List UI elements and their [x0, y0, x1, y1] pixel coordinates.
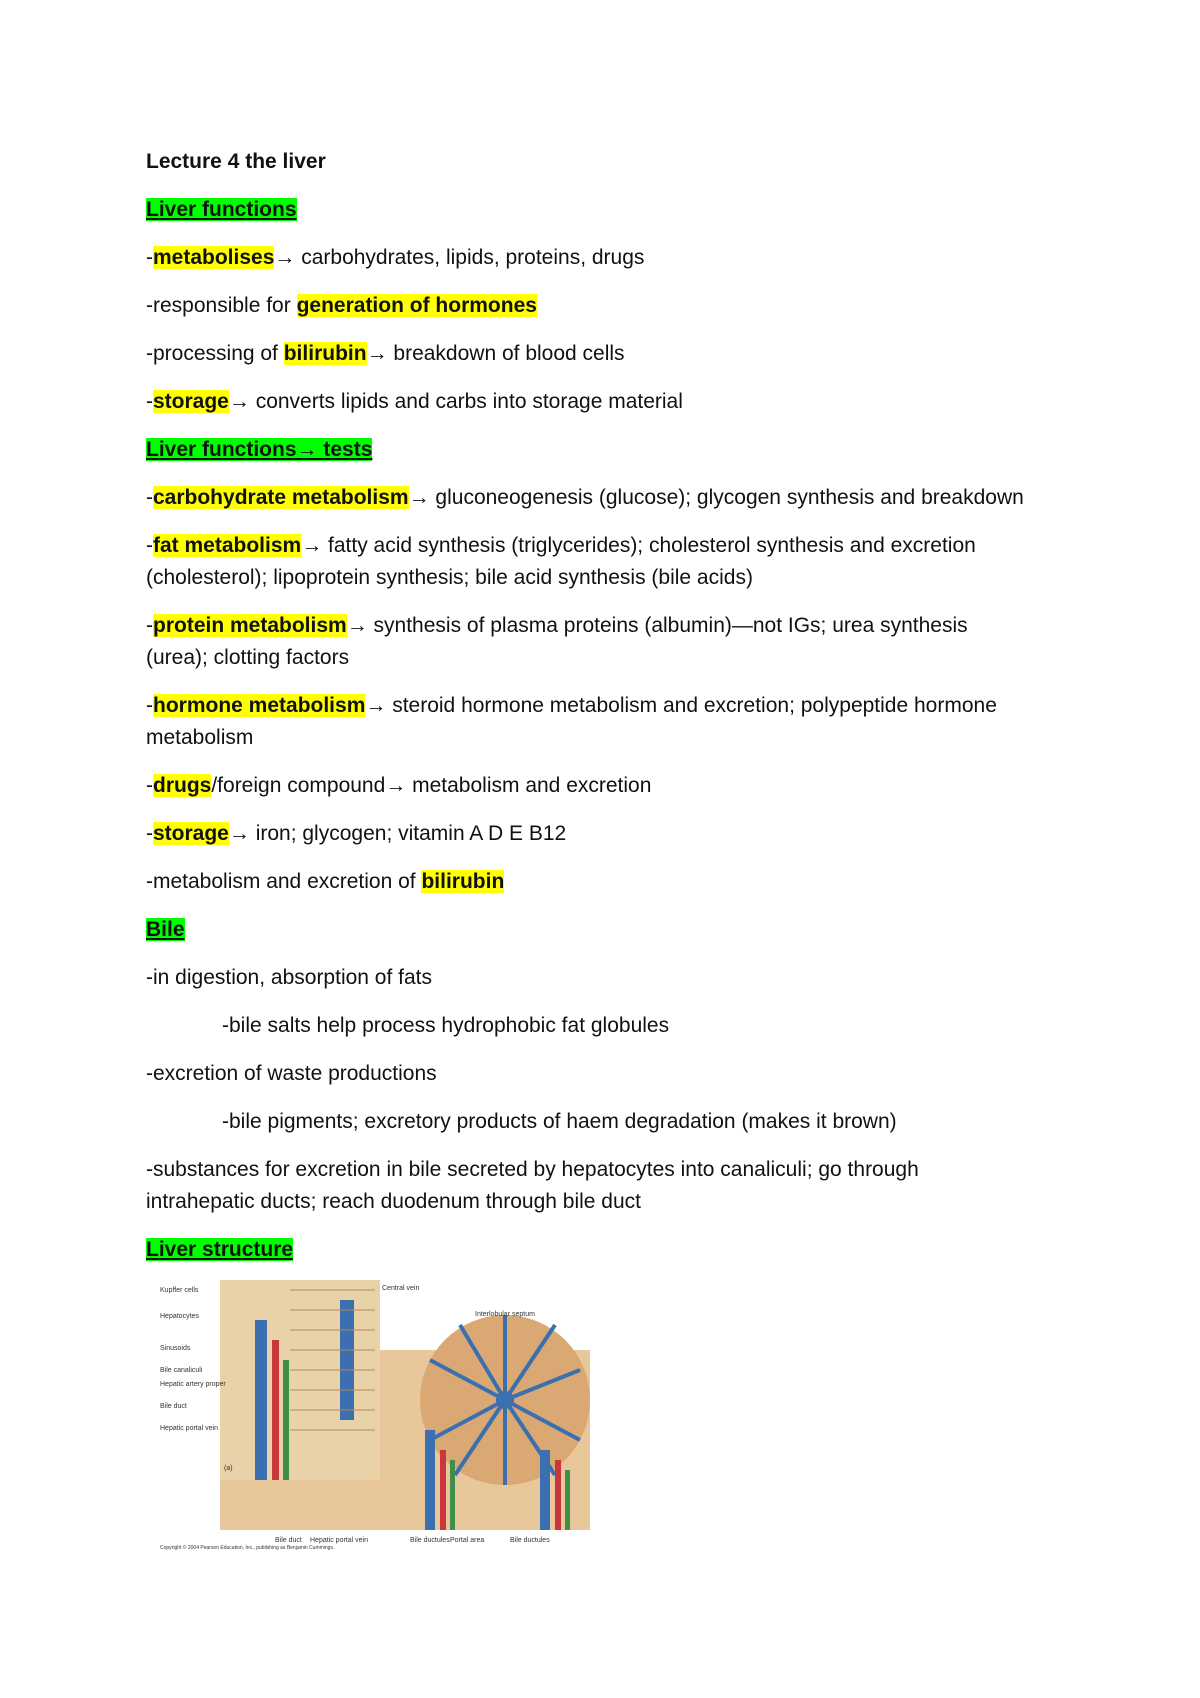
- list-item: [146, 819, 566, 849]
- item-text: → iron; glycogen; vitamin A D E B12: [228, 822, 567, 845]
- list-item: [146, 483, 1024, 513]
- list-item: [146, 339, 625, 369]
- highlight-term: bilirubin: [421, 870, 505, 893]
- item-text: → fatty acid synthesis (triglycerides); cholesterol synthesis and excretion: [301, 534, 976, 557]
- figure-label: Interlobular septum: [475, 1311, 535, 1318]
- heading-text: Liver functions: [146, 198, 297, 221]
- figure-copyright: Copyright © 2004 Pearson Education, Inc., publishing as Benjamin Cummings.: [160, 1545, 335, 1550]
- list-item: -excretion of waste productions: [146, 1062, 437, 1085]
- panel-label: (a): [224, 1465, 233, 1472]
- list-item: [146, 867, 504, 897]
- top-labels: [382, 1285, 535, 1318]
- item-text: /foreign compound→ metabolism and excretion: [211, 774, 652, 797]
- highlight-term: metabolises: [153, 246, 275, 269]
- figure-label: Bile duct: [275, 1537, 302, 1544]
- figure-label: Bile ductules: [410, 1537, 450, 1544]
- figure-label: Kupffer cells: [160, 1287, 199, 1294]
- list-item-continuation: (cholesterol); lipoprotein synthesis; bile acid synthesis (bile acids): [146, 566, 753, 589]
- figure-label: Sinusoids: [160, 1345, 191, 1352]
- bottom-labels: [275, 1537, 550, 1544]
- sub-list-item: -bile salts help process hydrophobic fat globules: [222, 1014, 670, 1037]
- item-prefix: -processing of: [146, 342, 284, 365]
- heading-text: Liver structure: [146, 1238, 294, 1261]
- item-text: → breakdown of blood cells: [366, 342, 625, 365]
- item-prefix: -: [146, 246, 153, 269]
- item-text: → synthesis of plasma proteins (albumin)—not IGs; urea synthesis: [346, 614, 968, 637]
- item-prefix: -: [146, 822, 153, 845]
- figure-label: Hepatocytes: [160, 1313, 199, 1320]
- highlight-term: storage: [153, 390, 229, 413]
- figure-label: Bile canaliculi: [160, 1367, 203, 1374]
- figure-label: Portal area: [450, 1537, 485, 1544]
- highlight-term: drugs: [153, 774, 212, 797]
- item-text: → converts lipids and carbs into storage material: [228, 390, 683, 413]
- list-item-continuation: intrahepatic ducts; reach duodenum through bile duct: [146, 1190, 641, 1213]
- document-title: Lecture 4 the liver: [146, 150, 326, 173]
- figure-label: Bile ductules: [510, 1537, 550, 1544]
- item-text: → gluconeogenesis (glucose); glycogen synthesis and breakdown: [408, 486, 1024, 509]
- highlight-term: carbohydrate metabolism: [153, 486, 409, 509]
- list-item-continuation: (urea); clotting factors: [146, 646, 350, 669]
- section-heading-liver-functions: [146, 195, 297, 225]
- section-heading-liver-structure: [146, 1235, 293, 1265]
- list-item: -substances for excretion in bile secreted by hepatocytes into canaliculi; go through: [146, 1158, 919, 1181]
- list-item: [146, 291, 537, 321]
- list-item: [146, 387, 683, 417]
- figure-label: Hepatic portal vein: [160, 1425, 218, 1432]
- figure-label: Bile duct: [160, 1403, 187, 1410]
- item-prefix: -metabolism and excretion of: [146, 870, 422, 893]
- item-prefix: -responsible for: [146, 294, 297, 317]
- item-prefix: -: [146, 486, 153, 509]
- figure-label: Hepatic artery proper: [160, 1381, 226, 1388]
- list-item: [146, 611, 968, 641]
- item-prefix: -: [146, 694, 153, 717]
- item-prefix: -: [146, 534, 153, 557]
- section-heading-liver-function-tests: [146, 435, 372, 465]
- heading-text: Liver functions→ tests: [146, 438, 373, 461]
- highlight-term: fat metabolism: [153, 534, 302, 557]
- sub-list-item: -bile pigments; excretory products of haem degradation (makes it brown): [222, 1110, 897, 1133]
- item-prefix: -: [146, 390, 153, 413]
- list-item: [146, 531, 976, 561]
- item-prefix: -: [146, 614, 153, 637]
- figure-label: Central vein: [382, 1285, 420, 1292]
- section-heading-bile: [146, 915, 185, 945]
- item-text: → steroid hormone metabolism and excretion; polypeptide hormone: [365, 694, 997, 717]
- item-text: → carbohydrates, lipids, proteins, drugs: [274, 246, 645, 269]
- figure-label: Hepatic portal vein: [310, 1537, 368, 1544]
- liver-structure-figure: [160, 1280, 590, 1550]
- list-item-continuation: metabolism: [146, 726, 254, 749]
- item-prefix: -: [146, 774, 153, 797]
- highlight-term: protein metabolism: [153, 614, 347, 637]
- highlight-term: storage: [153, 822, 229, 845]
- highlight-term: hormone metabolism: [153, 694, 366, 717]
- highlight-term: bilirubin: [283, 342, 367, 365]
- list-item: [146, 691, 997, 721]
- highlight-term: generation of hormones: [296, 294, 537, 317]
- list-item: [146, 771, 651, 801]
- heading-text: Bile: [146, 918, 185, 941]
- list-item: [146, 243, 644, 273]
- list-item: -in digestion, absorption of fats: [146, 966, 433, 989]
